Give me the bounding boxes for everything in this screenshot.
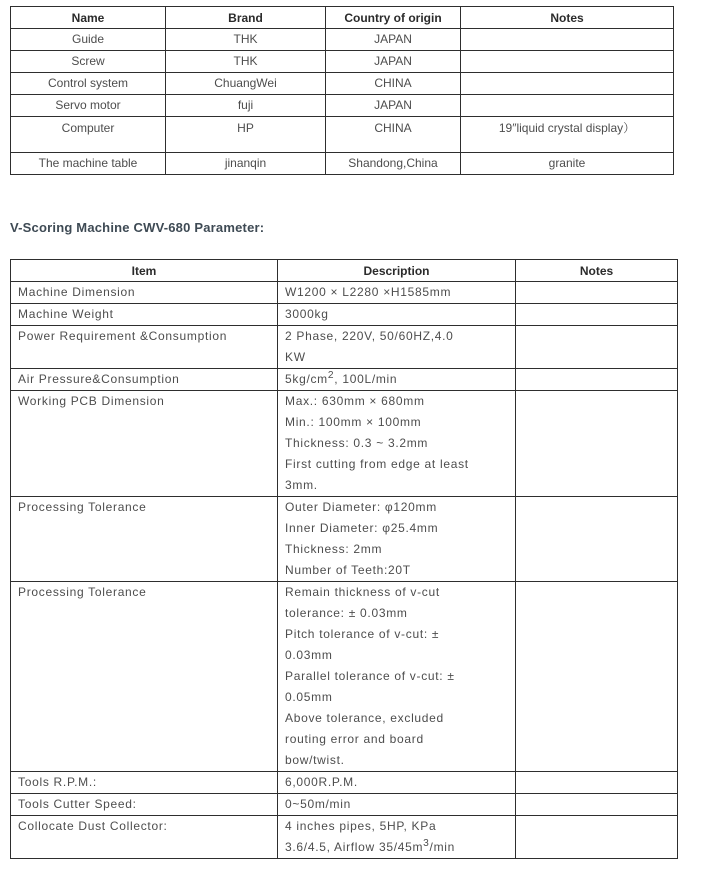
header-cell: Brand [166, 7, 326, 29]
header-row [11, 260, 678, 282]
table-row [11, 29, 674, 51]
superscript: 3 [423, 838, 430, 849]
description-line: Above tolerance, excluded [285, 711, 444, 725]
description-cell [278, 304, 516, 326]
item-cell: Air Pressure&Consumption [11, 369, 278, 391]
notes-cell [516, 816, 678, 859]
notes-cell [516, 282, 678, 304]
notes-cell [516, 369, 678, 391]
header-cell: Notes [461, 7, 674, 29]
notes-cell [516, 304, 678, 326]
section-heading: V-Scoring Machine CWV-680 Parameter: [10, 220, 265, 235]
description-line: Pitch tolerance of v-cut: ± [285, 627, 440, 641]
item-cell: Processing Tolerance [11, 582, 278, 772]
table-cell [461, 73, 674, 95]
table-cell [461, 95, 674, 117]
table-cell: Computer [11, 117, 166, 153]
description-line: 0.03mm [285, 648, 333, 662]
notes-cell [516, 582, 678, 772]
description-line: 3.6/4.5, Airflow $35/45m^3/\min$ [285, 838, 456, 854]
components-table-header [11, 7, 674, 29]
table-cell: ChuangWei [166, 73, 326, 95]
header-row [11, 7, 674, 29]
notes-cell [516, 326, 678, 369]
superscript: 2 [327, 370, 335, 381]
table-row [11, 582, 678, 772]
notes-cell [516, 772, 678, 794]
components-table-body [11, 29, 674, 175]
table-row [11, 794, 678, 816]
table-cell: Servo motor [11, 95, 166, 117]
description-line: 3mm. [285, 478, 318, 492]
table-cell: Shandong,China [326, 153, 461, 175]
description-cell [278, 326, 516, 369]
table-row [11, 772, 678, 794]
header-cell: Country of origin [326, 7, 461, 29]
table-cell: Guide [11, 29, 166, 51]
description-cell [278, 282, 516, 304]
table-cell: jinanqin [166, 153, 326, 175]
description-cell [278, 816, 516, 859]
table-cell: CHINA [326, 117, 461, 153]
table-cell: CHINA [326, 73, 461, 95]
description-line: 2 Phase, 220V, 50/60HZ,4.0 [285, 329, 454, 343]
table-row [11, 816, 678, 859]
description-line: Thickness: 2mm [285, 542, 383, 556]
item-cell: Machine Weight [11, 304, 278, 326]
header-cell: Item [11, 260, 278, 282]
description-line: 3000kg [285, 307, 329, 321]
table-row [11, 369, 678, 391]
parameter-table [10, 259, 678, 859]
table-cell: granite [461, 153, 674, 175]
description-line: Thickness: 0.3 ~ 3.2mm [285, 436, 429, 450]
notes-cell [516, 794, 678, 816]
description-line: Remain thickness of v-cut [285, 585, 440, 599]
description-line: $5kg/cm^2$, 100L/min [285, 370, 398, 386]
description-line: tolerance: ± 0.03mm [285, 606, 408, 620]
notes-cell [516, 497, 678, 582]
table-row [11, 73, 674, 95]
table-row [11, 497, 678, 582]
table-row [11, 51, 674, 73]
table-cell: THK [166, 29, 326, 51]
item-cell: Tools R.P.M.: [11, 772, 278, 794]
description-line: 4 inches pipes, 5HP, KPa [285, 819, 437, 833]
table-cell [461, 29, 674, 51]
table-cell: JAPAN [326, 51, 461, 73]
table-cell: JAPAN [326, 95, 461, 117]
description-cell [278, 772, 516, 794]
item-cell: Collocate Dust Collector: [11, 816, 278, 859]
description-line: Inner Diameter: φ25.4mm [285, 521, 439, 535]
table-row [11, 326, 678, 369]
table-row [11, 391, 678, 497]
table-cell: fuji [166, 95, 326, 117]
item-cell: Tools Cutter Speed: [11, 794, 278, 816]
description-line: Max.: 630mm × 680mm [285, 394, 425, 408]
description-line: Number of Teeth:20T [285, 563, 411, 577]
description-cell [278, 497, 516, 582]
table-row [11, 117, 674, 153]
item-cell: Machine Dimension [11, 282, 278, 304]
table-cell: THK [166, 51, 326, 73]
description-line: W1200 × L2280 ×H1585mm [285, 285, 452, 299]
description-line: Parallel tolerance of v-cut: ± [285, 669, 455, 683]
header-cell: Notes [516, 260, 678, 282]
item-cell: Processing Tolerance [11, 497, 278, 582]
header-cell: Name [11, 7, 166, 29]
description-line: First cutting from edge at least [285, 457, 469, 471]
components-table [10, 6, 674, 175]
table-cell: The machine table [11, 153, 166, 175]
table-cell: 19″liquid crystal display） [461, 117, 674, 153]
table-cell: HP [166, 117, 326, 153]
table-cell [461, 51, 674, 73]
table-cell: Control system [11, 73, 166, 95]
description-cell [278, 391, 516, 497]
item-cell: Power Requirement &Consumption [11, 326, 278, 369]
table-cell: JAPAN [326, 29, 461, 51]
table-cell: Screw [11, 51, 166, 73]
description-line: Outer Diameter: φ120mm [285, 500, 437, 514]
description-line: 0~50m/min [285, 797, 351, 811]
description-line: KW [285, 350, 306, 364]
description-cell [278, 582, 516, 772]
table-row [11, 153, 674, 175]
item-cell: Working PCB Dimension [11, 391, 278, 497]
table-row [11, 282, 678, 304]
description-cell [278, 369, 516, 391]
description-line: routing error and board [285, 732, 424, 746]
parameter-table-header [11, 260, 678, 282]
table-row [11, 95, 674, 117]
notes-cell [516, 391, 678, 497]
description-line: 0.05mm [285, 690, 333, 704]
description-line: bow/twist. [285, 753, 345, 767]
parameter-table-body [11, 282, 678, 859]
description-line: Min.: 100mm × 100mm [285, 415, 422, 429]
header-cell: Description [278, 260, 516, 282]
description-cell [278, 794, 516, 816]
table-row [11, 304, 678, 326]
description-line: 6,000R.P.M. [285, 775, 358, 789]
